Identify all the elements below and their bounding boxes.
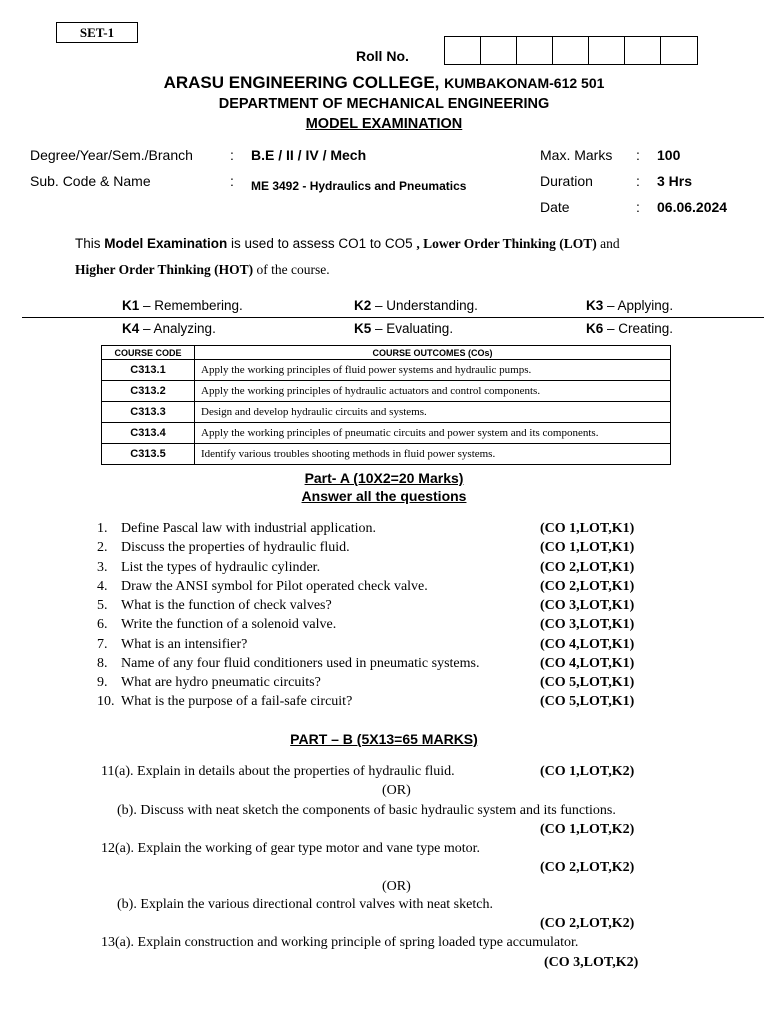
degree-value: B.E / II / IV / Mech	[251, 147, 367, 163]
roll-digit-box	[481, 37, 517, 64]
question-11a: 11(a). Explain in details about the properties of hydraulic fluid.	[101, 764, 455, 779]
question-item	[97, 521, 376, 537]
level-k1	[122, 298, 243, 313]
question-item	[97, 694, 352, 710]
question-text: Define Pascal law with industrial application.	[121, 521, 377, 536]
level-key: K1	[122, 298, 140, 313]
roll-digit-box	[445, 37, 481, 64]
question-co-tag: (CO 2,LOT,K1)	[540, 560, 635, 575]
question-text: What is the purpose of a fail-safe circuit?	[121, 694, 353, 709]
question-number: 4.	[97, 579, 108, 594]
level-label: – Analyzing.	[139, 321, 216, 336]
question-number: 5.	[97, 598, 108, 613]
colon: :	[230, 147, 234, 163]
question-co-tag: (CO 5,LOT,K1)	[540, 694, 635, 709]
question-item	[97, 579, 428, 595]
question-co-tag: (CO 1,LOT,K2)	[540, 822, 635, 837]
question-co-tag: (CO 2,LOT,K2)	[540, 916, 635, 931]
college-heading	[0, 73, 768, 93]
exam-heading: MODEL EXAMINATION	[305, 116, 463, 132]
question-number: 8.	[97, 656, 108, 671]
question-number: 7.	[97, 637, 108, 652]
question-text: What is an intensifier?	[121, 637, 248, 652]
level-k6	[586, 321, 673, 336]
part-a-title: Part- A (10X2=20 Marks)	[304, 470, 464, 486]
level-k3	[586, 298, 673, 313]
question-item	[97, 617, 336, 633]
table-row	[102, 444, 671, 465]
course-outcome-cell: Design and develop hydraulic circuits and systems.	[195, 402, 671, 423]
part-b-title: PART – B (5X13=65 MARKS)	[290, 731, 478, 747]
course-code-cell: C313.4	[102, 423, 195, 444]
level-key: K2	[354, 298, 372, 313]
subject-value: ME 3492 - Hydraulics and Pneumatics	[251, 179, 467, 193]
degree-label: Degree/Year/Sem./Branch	[30, 147, 193, 163]
course-code-header: COURSE CODE	[102, 346, 195, 360]
roll-digit-box	[589, 37, 625, 64]
duration-label: Duration	[540, 173, 593, 189]
question-item	[97, 540, 350, 556]
level-key: K6	[586, 321, 604, 336]
roll-digit-box	[517, 37, 553, 64]
question-co-tag: (CO 3,LOT,K1)	[540, 617, 635, 632]
question-text: Discuss the properties of hydraulic fluid.	[121, 540, 350, 555]
divider-line	[22, 317, 764, 318]
or-separator: (OR)	[382, 879, 411, 894]
question-13a: 13(a). Explain construction and working principle of spring loaded type accumulator.	[101, 935, 579, 950]
level-k5	[354, 321, 453, 336]
table-row	[102, 360, 671, 381]
question-item	[97, 656, 479, 672]
question-co-tag: (CO 3,LOT,K1)	[540, 598, 635, 613]
table-header-row	[102, 346, 671, 360]
level-key: K3	[586, 298, 604, 313]
question-number: 1.	[97, 521, 108, 536]
roll-number-boxes	[444, 36, 698, 65]
question-text: What are hydro pneumatic circuits?	[121, 675, 321, 690]
roll-digit-box	[625, 37, 661, 64]
question-item	[97, 560, 320, 576]
table-row	[102, 423, 671, 444]
level-key: K4	[122, 321, 140, 336]
question-co-tag: (CO 1,LOT,K1)	[540, 540, 635, 555]
colon: :	[636, 147, 640, 163]
colon: :	[636, 199, 640, 215]
college-location: KUMBAKONAM-612 501	[444, 75, 605, 91]
date-value: 06.06.2024	[657, 199, 728, 215]
level-label: – Understanding.	[371, 298, 478, 313]
intro-emphasis: , Lower Order Thinking (LOT)	[416, 236, 597, 251]
department-heading: DEPARTMENT OF MECHANICAL ENGINEERING	[218, 96, 550, 112]
course-code-cell: C313.2	[102, 381, 195, 402]
course-code-cell: C313.1	[102, 360, 195, 381]
level-k2	[354, 298, 478, 313]
intro-text: is used to assess CO1 to CO5	[227, 236, 417, 251]
question-12a: 12(a). Explain the working of gear type motor and vane type motor.	[101, 841, 481, 856]
course-outcomes-table	[101, 345, 671, 465]
course-outcome-cell: Apply the working principles of fluid power systems and hydraulic pumps.	[195, 360, 671, 381]
table-row	[102, 402, 671, 423]
question-number: 3.	[97, 560, 108, 575]
question-co-tag: (CO 3,LOT,K2)	[544, 955, 639, 970]
college-name: ARASU ENGINEERING COLLEGE,	[163, 73, 440, 92]
course-code-cell: C313.3	[102, 402, 195, 423]
colon: :	[230, 173, 234, 189]
question-co-tag: (CO 1,LOT,K1)	[540, 521, 635, 536]
table-row	[102, 381, 671, 402]
question-11b: (b). Discuss with neat sketch the components of basic hydraulic system and its functions.	[117, 803, 616, 818]
course-outcome-cell: Identify various troubles shooting methods in fluid power systems.	[195, 444, 671, 465]
course-outcome-cell: Apply the working principles of pneumatic circuits and power system and its components.	[195, 423, 671, 444]
date-label: Date	[540, 199, 570, 215]
course-outcome-cell: Apply the working principles of hydraulic actuators and control components.	[195, 381, 671, 402]
colon: :	[636, 173, 640, 189]
question-text: What is the function of check valves?	[121, 598, 332, 613]
roll-digit-box	[553, 37, 589, 64]
question-number: 9.	[97, 675, 108, 690]
intro-emphasis: Higher Order Thinking (HOT)	[75, 262, 254, 277]
intro-line-2	[75, 262, 330, 278]
max-marks-label: Max. Marks	[540, 147, 613, 163]
question-co-tag: (CO 4,LOT,K1)	[540, 656, 635, 671]
question-text: Name of any four fluid conditioners used in pneumatic systems.	[121, 656, 480, 671]
level-label: – Creating.	[603, 321, 674, 336]
roll-number-label: Roll No.	[356, 48, 409, 64]
intro-text: and	[596, 236, 620, 251]
course-outcomes-header: COURSE OUTCOMES (COs)	[195, 346, 671, 360]
or-separator: (OR)	[382, 783, 411, 798]
intro-text: This	[75, 236, 105, 251]
question-item	[97, 598, 332, 614]
question-text: Write the function of a solenoid valve.	[121, 617, 337, 632]
question-text: List the types of hydraulic cylinder.	[121, 560, 321, 575]
question-item	[97, 675, 321, 691]
course-code-cell: C313.5	[102, 444, 195, 465]
level-label: – Evaluating.	[371, 321, 454, 336]
level-label: – Remembering.	[139, 298, 243, 313]
subject-label: Sub. Code & Name	[30, 173, 151, 189]
duration-value: 3 Hrs	[657, 173, 693, 189]
question-number: 6.	[97, 617, 108, 632]
question-co-tag: (CO 2,LOT,K2)	[540, 860, 635, 875]
set-label: SET-1	[56, 22, 138, 43]
question-number: 10.	[97, 694, 115, 709]
question-co-tag: (CO 4,LOT,K1)	[540, 637, 635, 652]
roll-digit-box	[661, 37, 697, 64]
max-marks-value: 100	[657, 147, 681, 163]
question-co-tag: (CO 1,LOT,K2)	[540, 764, 635, 779]
question-text: Draw the ANSI symbol for Pilot operated check valve.	[121, 579, 428, 594]
level-key: K5	[354, 321, 372, 336]
question-12b: (b). Explain the various directional control valves with neat sketch.	[117, 897, 493, 912]
question-item	[97, 637, 247, 653]
question-co-tag: (CO 5,LOT,K1)	[540, 675, 635, 690]
intro-emphasis: Model Examination	[104, 236, 228, 251]
question-number: 2.	[97, 540, 108, 555]
level-label: – Applying.	[603, 298, 674, 313]
part-a-instruction: Answer all the questions	[301, 488, 467, 504]
question-co-tag: (CO 2,LOT,K1)	[540, 579, 635, 594]
level-k4	[122, 321, 216, 336]
intro-line-1	[75, 236, 620, 252]
intro-text: of the course.	[253, 262, 330, 277]
